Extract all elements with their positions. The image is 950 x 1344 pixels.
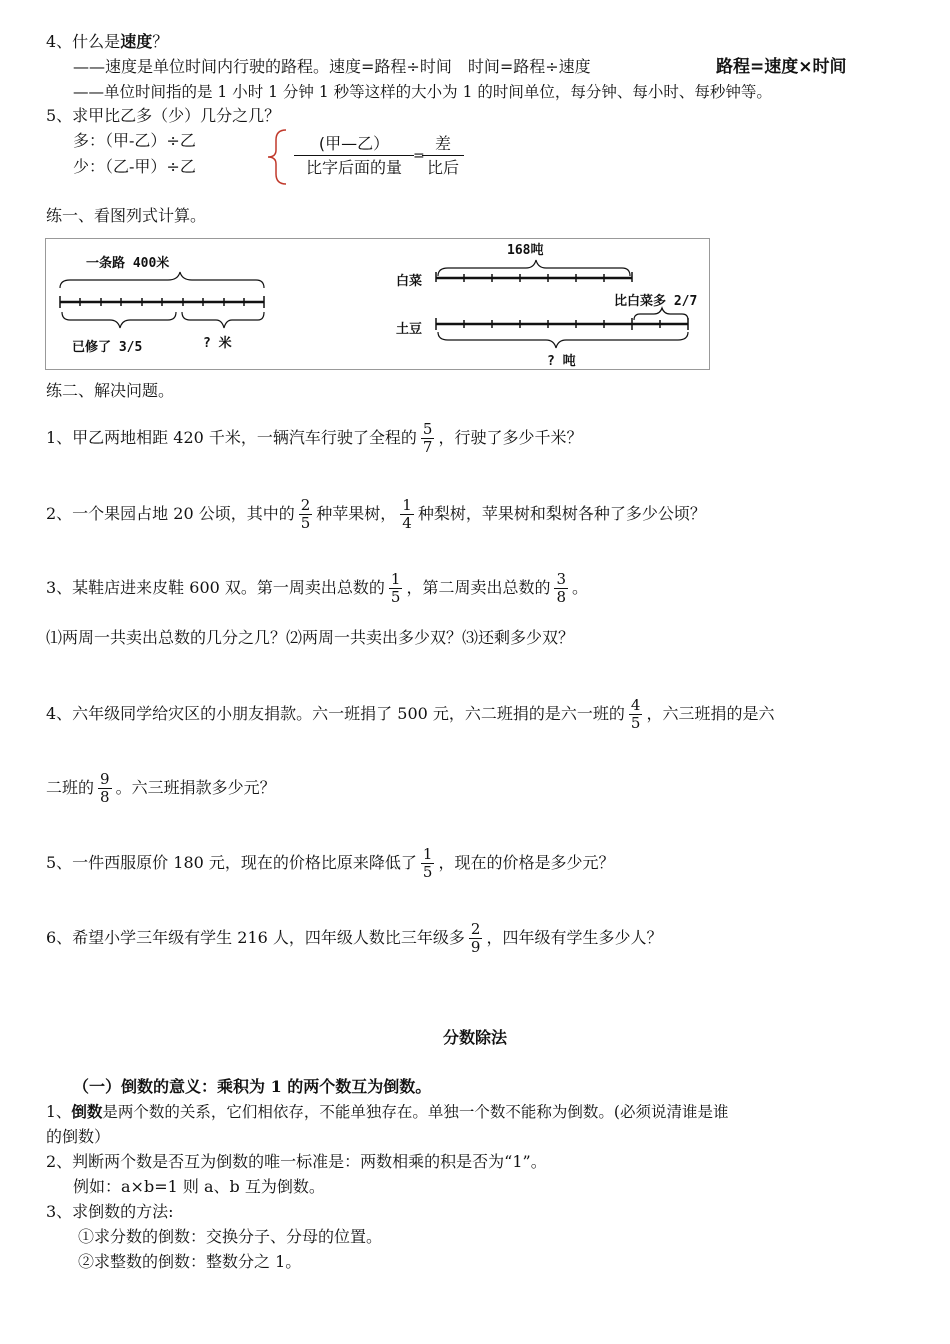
numerator: 2 [300, 496, 311, 514]
question-4-line-2 [46, 770, 276, 806]
speed-term: 速度 [120, 32, 153, 51]
section-heading: 分数除法 [442, 1028, 507, 1047]
question-4-line-2-end: 。六三班捐款多少元？ [115, 778, 276, 797]
question-6-text: 6、希望小学三年级有学生 216 人，四年级人数比三年级多 [46, 928, 465, 947]
ratio-fraction [294, 133, 414, 180]
question-3-middle: ，第二周卖出总数的 [406, 578, 551, 597]
point-2-example: 例如：a×b=1 则 a、b 互为倒数。 [73, 1177, 325, 1196]
question-1 [46, 420, 582, 456]
potato-question-label: ? 吨 [547, 354, 576, 369]
fraction [469, 921, 483, 956]
denominator: 5 [422, 863, 433, 881]
vegetable-diagram [430, 248, 700, 358]
potato-label: 土豆 [396, 322, 423, 337]
section-4-title [46, 32, 168, 52]
brace-icon [264, 128, 294, 186]
question-2 [46, 496, 706, 532]
more-formula: 多：（甲-乙）÷乙 [73, 131, 196, 150]
denominator: 7 [422, 438, 433, 456]
numerator: 5 [422, 420, 433, 438]
fraction [421, 846, 435, 881]
point-1-line-2: 的倒数） [46, 1127, 111, 1146]
section-5-title: 5、求甲比乙多（少）几分之几？ [46, 106, 281, 125]
question-3 [46, 570, 588, 606]
point-3-method-2: ②求整数的倒数：整数分之 1。 [78, 1252, 302, 1271]
reciprocal-term: 倒数 [71, 1102, 103, 1121]
exercise-2-title: 练二、解决问题。 [46, 381, 175, 400]
question-2-end: 种梨树，苹果树和梨树各种了多少公顷？ [417, 504, 706, 523]
question-4-line-2-text: 二班的 [46, 778, 95, 797]
question-5 [46, 845, 614, 881]
question-5-text: 5、一件西服原价 180 元，现在的价格比原来降低了 [46, 853, 417, 872]
point-2: 2、判断两个数是否互为倒数的唯一标准是：两数相乘的积是否为“1”。 [46, 1152, 547, 1171]
fraction [389, 571, 403, 606]
fraction [421, 421, 435, 456]
point-3-method-1: ①求分数的倒数：交换分子、分母的位置。 [78, 1227, 383, 1246]
point-1-number: 1、 [46, 1103, 72, 1121]
fraction [299, 497, 313, 532]
denominator: 9 [470, 938, 481, 956]
point-1-text: 是两个数的关系，它们相依存，不能单独存在。单独一个数不能称为倒数。(必须说清谁是谁 [102, 1103, 729, 1121]
fraction [400, 497, 414, 532]
fraction [554, 571, 568, 606]
denominator: 4 [402, 514, 412, 532]
road-diagram [50, 264, 280, 334]
question-3-subquestions: ⑴两周一共卖出总数的几分之几？⑵两周一共卖出多少双？⑶还剩多少双？ [46, 628, 575, 647]
short-ratio-fraction [422, 133, 464, 180]
denominator: 5 [300, 514, 311, 532]
question-4 [46, 696, 774, 732]
fraction [98, 771, 112, 806]
ratio-denominator: 比字后面的量 [305, 158, 402, 177]
point-3: 3、求倒数的方法: [46, 1202, 174, 1221]
potato-more-label: 比白菜多 2/7 [614, 294, 698, 309]
numerator: 1 [402, 496, 412, 514]
unit-time-definition: ——单位时间指的是 1 小时 1 分钟 1 秒等这样的大小为 1 的时间单位，每分钟、每小时、每秒钟等。 [73, 83, 772, 101]
denominator: 5 [390, 588, 401, 606]
question-1-text: 1、甲乙两地相距 420 千米，一辆汽车行驶了全程的 [46, 428, 417, 447]
road-question-label: ? 米 [203, 336, 232, 351]
speed-definition [73, 57, 591, 77]
speed-formula-text: ——速度是单位时间内行驶的路程。速度=路程÷时间 时间=路程÷速度 [73, 57, 591, 76]
question-2-text: 2、一个果园占地 20 公顷，其中的 [46, 504, 295, 523]
section-4-title-text: 4、什么是 [46, 32, 121, 51]
cabbage-amount-label: 168吨 [507, 243, 544, 258]
question-1-end: ，行驶了多少千米？ [438, 428, 583, 447]
reciprocal-meaning: （一）倒数的意义：乘积为 1 的两个数互为倒数。 [73, 1077, 432, 1096]
point-1 [46, 1102, 728, 1122]
question-5-end: ，现在的价格是多少元？ [438, 853, 615, 872]
denominator: 8 [556, 588, 567, 606]
less-formula: 少：（乙-甲）÷乙 [73, 157, 196, 176]
denominator: 5 [630, 714, 641, 732]
numerator: 2 [470, 920, 481, 938]
numerator: 9 [100, 770, 110, 788]
short-ratio-numerator: 差 [422, 133, 464, 156]
ratio-numerator: (甲—乙） [294, 133, 414, 156]
numerator: 1 [390, 570, 401, 588]
distance-formula: 路程=速度×时间 [716, 57, 847, 77]
exercise-1-title: 练一、看图列式计算。 [46, 206, 207, 225]
question-2-middle: 种苹果树， [316, 504, 397, 523]
road-built-label: 已修了 3/5 [72, 340, 143, 355]
question-4-text: 4、六年级同学给灾区的小朋友捐款。六一班捐了 500 元，六二班捐的是六一班的 [46, 704, 625, 723]
question-3-text: 3、某鞋店进来皮鞋 600 双。第一周卖出总数的 [46, 578, 385, 597]
question-4-end: ，六三班捐的是六 [646, 704, 775, 723]
fraction [629, 697, 643, 732]
question-6-end: ，四年级有学生多少人？ [486, 928, 663, 947]
section-4-title-end: ？ [152, 32, 169, 51]
numerator: 3 [556, 570, 567, 588]
question-6 [46, 920, 662, 956]
short-ratio-denominator: 比后 [426, 158, 459, 177]
numerator: 4 [630, 696, 641, 714]
numerator: 1 [422, 845, 433, 863]
equals-sign: = [413, 148, 425, 164]
cabbage-label: 白菜 [396, 274, 423, 289]
denominator: 8 [100, 788, 110, 806]
question-3-end: 。 [572, 578, 589, 597]
road-length-label: 一条路 400米 [86, 256, 170, 271]
